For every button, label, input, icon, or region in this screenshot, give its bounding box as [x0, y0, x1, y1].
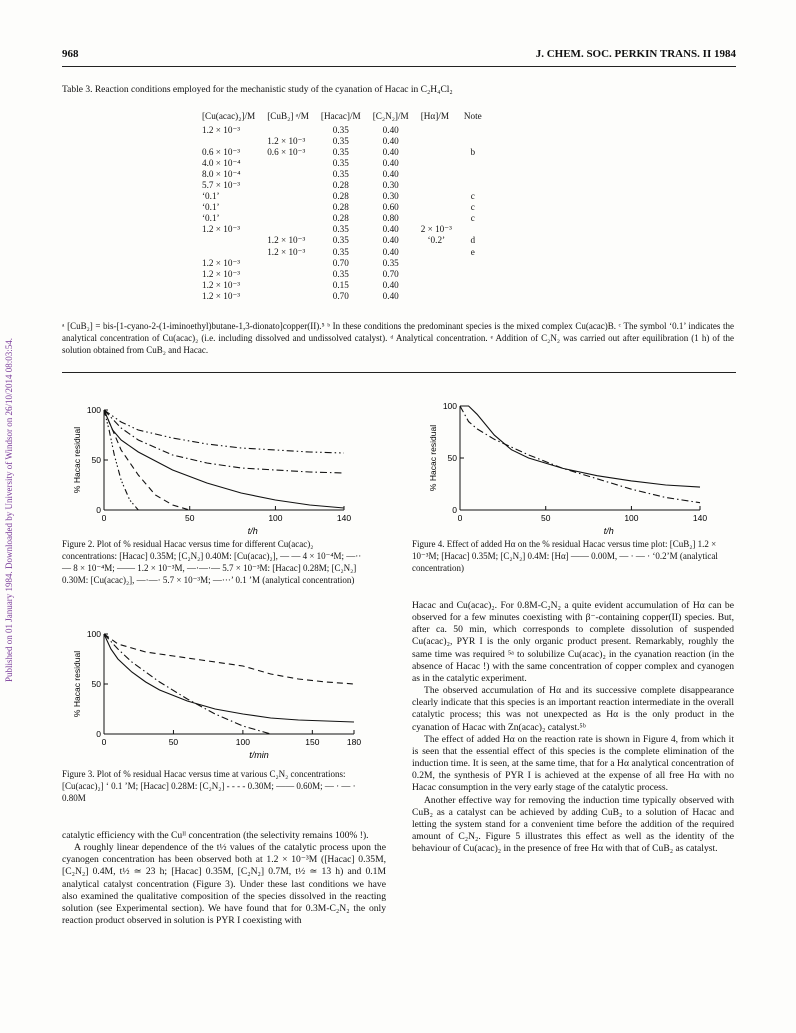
table-cell: ‘0.1’ — [202, 191, 220, 202]
table-cell: 1.2 × 10⁻³ — [202, 224, 241, 235]
table-row — [196, 136, 488, 147]
table-cell — [261, 280, 315, 291]
table-cell: 0.28 — [332, 202, 349, 213]
table-cell — [415, 136, 458, 147]
y-tick-label: 0 — [96, 505, 101, 515]
provenance-text: Published on 01 January 1984. Downloaded by University of Windsor on 26/10/2014 08:03:54. — [4, 338, 14, 682]
conditions-table — [196, 111, 488, 302]
table-cell: c — [470, 213, 475, 224]
table-row — [196, 280, 488, 291]
table-cell: 4.0 × 10⁻⁴ — [202, 158, 241, 169]
table-row — [196, 247, 488, 258]
table-cell — [196, 136, 261, 147]
figure-2-caption: Figure 2. Plot of % residual Hacac versus time for different Cu(acac)₂ concentrations: [Hacac] 0.35M; [C₂N₂] 0.40M: [Cu(acac)₂], — — 4 × 10⁻⁴M; —··— 8 × 10⁻⁴M; —— 1.2 × 10⁻³M, —·—·— 5.7 × 10⁻³M: [Hacac] 0.28M; [C₂N₂] 0.30M: [Cu(acac)₂], —·—· 5.7 × 10⁻³M; —···’ 0.1 ’M (analytical concentration) — [62, 539, 362, 585]
table-cell: 0.6 × 10⁻³ — [202, 147, 241, 158]
table-cell — [415, 158, 458, 169]
paragraph: Hacac and Cu(acac)₂. For 0.8M-C₂N₂ a quite evident accumulation of Hα can be observed for a few minutes coexisting with β⁻-containing copper(II) species. But, after ca. 50 min, which corresponds to complete dissolution of suspended Cu(acac)₂, PYR I is the only organic product present. Remarkably, roughly the same time was required ⁵ᵃ to solubilize Cu(acac)₂ in the cyanation reaction (in the absence of Hacac !) with the same concentration of copper complex and cyanogen as in the catalytic experiment. — [412, 600, 734, 684]
table-cell: ‘0.1’ — [202, 202, 220, 213]
table-cell — [458, 258, 488, 269]
table-cell: 2 × 10⁻³ — [420, 224, 452, 235]
x-tick-label: 0 — [101, 513, 107, 523]
x-tick-label: 100 — [624, 513, 639, 523]
page-number: 968 — [62, 48, 79, 60]
y-tick-label: 0 — [96, 729, 101, 739]
table-cell: 0.40 — [382, 147, 399, 158]
table-cell: 0.80 — [382, 213, 399, 224]
table-row — [196, 291, 488, 302]
table-row — [196, 169, 488, 180]
table-cell — [458, 169, 488, 180]
table-cell: 0.40 — [382, 290, 399, 301]
y-tick-label: 50 — [91, 455, 101, 465]
table-cell — [261, 191, 315, 202]
table-cell: 0.35 — [332, 158, 349, 169]
paragraph: A roughly linear dependence of the t½ values of the catalytic process upon the cyanogen concentration has been observed both at 1.2 × 10⁻³M ([Hacac] 0.35M, [C₂N₂] 0.4M, t½ ≃ 23 h; [Hacac] 0.35M, [C₂N₂] 0.7M, t½ ≃ 13 h) and 0.1M analytical catalyst concentration (Figure 3). Under these last conditions we have also examined the qualitative composition of the species dissolved in the reacting solution (see Experimental section). We have found that for 0.3M-C₂N₂ the only reaction product observed in solution is PYR I coexisting with — [62, 842, 386, 927]
table-cell — [261, 291, 315, 302]
table-cell: 0.30 — [382, 180, 399, 191]
table-cell — [415, 191, 458, 202]
series-line — [104, 410, 138, 510]
table-cell: 0.28 — [332, 180, 349, 191]
figure-4-caption: Figure 4. Effect of added Hα on the % residual Hacac versus time plot: [CuB₂] 1.2 × 10⁻³M; [Hacac] 0.35M; [C₂N₂] 0.4M: [Hα] —— 0.00M, — · — · ‘0.2’M (analytical concentration) — [412, 539, 718, 573]
x-axis-label: t/h — [603, 526, 614, 536]
table-cell: 0.28 — [332, 213, 349, 224]
table-row — [196, 213, 488, 224]
table-cell: d — [470, 235, 476, 246]
series-line — [104, 410, 344, 473]
table-cell: 0.35 — [332, 268, 349, 279]
series-line — [104, 634, 354, 684]
table-cell: 0.35 — [332, 125, 349, 136]
x-tick-label: 180 — [346, 737, 362, 747]
table-cell — [415, 125, 458, 136]
table-cell — [261, 213, 315, 224]
table-cell — [458, 180, 488, 191]
table-cell: 0.40 — [382, 224, 399, 235]
table-cell — [415, 202, 458, 213]
journal-header: J. CHEM. SOC. PERKIN TRANS. II 1984 — [535, 48, 736, 60]
table-cell: 0.70 — [332, 257, 349, 268]
table-cell: 0.35 — [332, 235, 349, 246]
paragraph: catalytic efficiency with the Cuᴵᴵ concentration (the selectivity remains 100% !). — [62, 830, 369, 841]
table-cell: 0.35 — [332, 246, 349, 257]
table-cell: ‘0.1’ — [202, 213, 220, 224]
table-cell — [415, 247, 458, 258]
y-axis-label: % Hacac residual — [428, 424, 438, 492]
table-cell — [415, 280, 458, 291]
table-cell: 0.40 — [382, 169, 399, 180]
table-cell — [415, 213, 458, 224]
x-tick-label: 0 — [101, 737, 107, 747]
table-cell — [261, 125, 315, 136]
right-column — [412, 600, 734, 855]
table-cell — [415, 147, 458, 158]
table-cell: 0.28 — [332, 191, 349, 202]
y-tick-label: 50 — [91, 679, 101, 689]
series-line — [104, 410, 190, 510]
column-header: [Cu(acac)₂]/M — [202, 111, 256, 121]
table-row — [196, 125, 488, 136]
table-cell: 0.40 — [382, 125, 399, 136]
left-column — [62, 830, 386, 927]
column-header: [Hacac]/M — [320, 111, 361, 121]
series-line — [104, 634, 354, 722]
table-cell — [458, 158, 488, 169]
y-tick-label: 100 — [86, 405, 101, 415]
table-cell: 0.6 × 10⁻³ — [267, 147, 306, 158]
table-cell: 0.40 — [382, 136, 399, 147]
table-caption: Table 3. Reaction conditions employed for the mechanistic study of the cyanation of Hacac in C₂H₄Cl₂ — [62, 85, 453, 95]
table-cell — [261, 224, 315, 235]
series-line — [104, 410, 344, 453]
table-cell — [458, 136, 488, 147]
series-line — [460, 406, 700, 503]
column-header: [Hα]/M — [420, 111, 450, 121]
x-axis-label: t/min — [249, 750, 269, 760]
y-tick-label: 50 — [447, 453, 457, 463]
table-cell — [415, 258, 458, 269]
paragraph: The observed accumulation of Hα and its successive complete disappearance clearly indicate that this species is an important reaction intermediate in the overall catalytic process; this was not unexpected as Hα is the only product in the cyanation of Hacac with Zn(acac)₂ catalyst.⁵ᵇ — [412, 685, 734, 733]
table-cell: 1.2 × 10⁻³ — [267, 136, 306, 147]
table-cell — [196, 235, 261, 246]
table-cell — [458, 269, 488, 280]
table-cell: 8.0 × 10⁻⁴ — [202, 169, 241, 180]
x-tick-label: 50 — [540, 513, 551, 523]
table-cell — [261, 202, 315, 213]
x-tick-label: 50 — [184, 513, 195, 523]
series-line — [460, 406, 700, 487]
table-cell — [261, 269, 315, 280]
table-cell — [261, 180, 315, 191]
table-cell: 0.35 — [382, 257, 399, 268]
table-cell: 1.2 × 10⁻³ — [202, 125, 241, 136]
series-line — [104, 410, 344, 508]
table-cell: 5.7 × 10⁻³ — [202, 180, 241, 191]
table-row — [196, 180, 488, 191]
table-cell: 1.2 × 10⁻³ — [202, 268, 241, 279]
table-cell: 0.40 — [382, 279, 399, 290]
table-body — [196, 125, 488, 302]
table-cell — [415, 180, 458, 191]
table-row — [196, 269, 488, 280]
header-rule — [62, 66, 736, 67]
figure-4 — [420, 390, 720, 536]
table-row — [196, 258, 488, 269]
x-tick-label: 140 — [692, 513, 708, 523]
paragraph: Another effective way for removing the induction time typically observed with CuB₂ as a catalyst can be achieved by adding CuB₂ to a solution of Hacac and letting the system stand for a convenient time before the addition of the required amount of C₂N₂. Figure 5 illustrates this effect as well as the identity of the behaviour of Cu(acac)₂ in the presence of free Hα with that of CuB₂ as catalyst. — [412, 794, 734, 855]
table-cell: ‘0.2’ — [427, 235, 446, 246]
x-tick-label: 100 — [235, 737, 250, 747]
table-cell: 0.30 — [382, 191, 399, 202]
table-cell — [415, 169, 458, 180]
table-cell: e — [470, 246, 475, 257]
x-tick-label: 140 — [336, 513, 352, 523]
x-tick-label: 50 — [168, 737, 179, 747]
table-cell: b — [470, 147, 476, 158]
paragraph: The effect of added Hα on the reaction rate is shown in Figure 4, from which it is seen that the essential effect of this species is the complete elimination of the induction time. It is seen, at the same time, that for a Hα analytical concentration of 0.2M, the synthesis of PYR I is achieved at the expense of all free Hα with no Hacac consumption in the very early stage of the catalytic process. — [412, 733, 734, 794]
table-cell: 0.35 — [332, 169, 349, 180]
table-cell: 1.2 × 10⁻³ — [202, 290, 241, 301]
table-cell — [458, 125, 488, 136]
figure-3-caption: Figure 3. Plot of % residual Hacac versus time at various C₂N₂ concentrations: [Cu(acac)₂] ‘ 0.1 ’M; [Hacac] 0.28M: [C₂N₂] - - - - 0.30M; —— 0.60M; — · — · 0.80M — [62, 769, 356, 803]
table-cell: 0.35 — [332, 136, 349, 147]
table-cell: 1.2 × 10⁻³ — [267, 246, 306, 257]
table-row — [196, 235, 488, 246]
table-cell — [261, 158, 315, 169]
table-cell: 0.40 — [382, 235, 399, 246]
table-row — [196, 191, 488, 202]
table-cell — [458, 224, 488, 235]
column-header: [C₂N₂]/M — [372, 111, 409, 121]
x-axis-label: t/h — [247, 526, 258, 536]
table-cell — [261, 169, 315, 180]
table-cell: 1.2 × 10⁻³ — [202, 279, 241, 290]
table-cell: 0.40 — [382, 246, 399, 257]
table-cell: 1.2 × 10⁻³ — [267, 235, 306, 246]
table-cell: 0.15 — [332, 279, 349, 290]
table-cell — [196, 247, 261, 258]
column-header: Note — [463, 111, 482, 121]
y-axis-label: % Hacac residual — [72, 426, 82, 494]
table-cell: 0.70 — [332, 290, 349, 301]
table-cell: c — [470, 191, 475, 202]
table-cell — [415, 291, 458, 302]
table-cell — [458, 291, 488, 302]
y-tick-label: 0 — [452, 505, 457, 515]
table-row — [196, 202, 488, 213]
y-axis-label: % Hacac residual — [72, 650, 82, 718]
x-tick-label: 150 — [305, 737, 320, 747]
table-cell: 0.70 — [382, 268, 399, 279]
table-footnote: ᵃ [CuB₂] = bis-[1-cyano-2-(1-iminoethyl)butane-1,3-dionato]copper(II).⁵ ᵇ In these conditions the predominant species is the mixed complex Cu(acac)B. ᶜ The symbol ‘0.1’ indicates the analytical concentration of Cu(acac)₂ (i.e. including dissolved and undissolved catalyst). ᵈ Analytical concentration. ᵉ Addition of C₂N₂ was carried out after equilibration (1 h) of the solution obtained from CuB₂ and Hacac. — [62, 321, 734, 356]
figure-2 — [60, 398, 360, 536]
x-tick-label: 100 — [268, 513, 283, 523]
table-cell — [458, 280, 488, 291]
figure-3 — [60, 622, 365, 764]
table-end-rule — [62, 372, 736, 373]
table-cell — [415, 269, 458, 280]
table-cell — [261, 258, 315, 269]
table-cell: 0.40 — [382, 158, 399, 169]
table-cell: c — [470, 202, 475, 213]
x-tick-label: 0 — [457, 513, 463, 523]
y-tick-label: 100 — [86, 629, 101, 639]
table-cell: 1.2 × 10⁻³ — [202, 257, 241, 268]
table-cell: 0.60 — [382, 202, 399, 213]
table-row — [196, 158, 488, 169]
provenance-sidebar — [2, 200, 16, 820]
table-cell: 0.35 — [332, 147, 349, 158]
table-cell: 0.35 — [332, 224, 349, 235]
y-tick-label: 100 — [442, 401, 457, 411]
table-header-row — [196, 111, 488, 125]
table-row — [196, 147, 488, 158]
table-row — [196, 224, 488, 235]
column-header: [CuB₂] ᵃ/M — [267, 111, 309, 121]
series-line — [104, 634, 271, 734]
